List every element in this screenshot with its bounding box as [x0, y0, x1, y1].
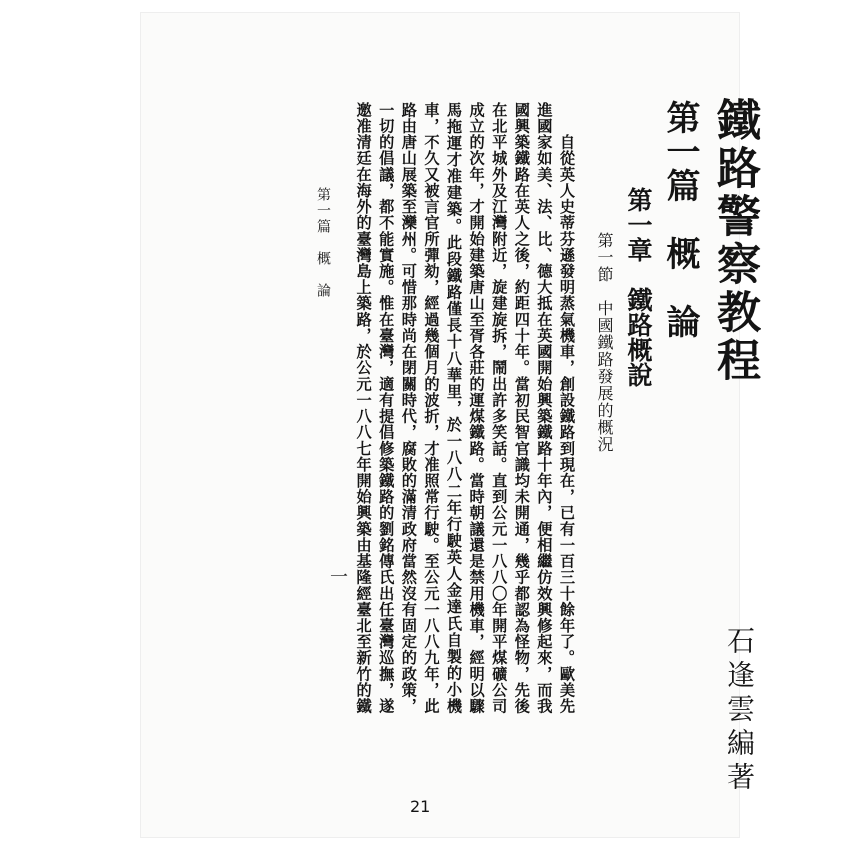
page-number-chinese: 一 — [327, 567, 348, 585]
author-line: 石逢雲編著 — [723, 626, 756, 796]
body-paragraph: 自從英人史蒂芬遜發明蒸氣機車，創設鐵路到現在，已有一百三十餘年了。歐美先進國家如美、法、比、德大抵在英國開始興築鐵路十年內，便相繼仿效興修起來，而我國興築鐵路在英人之後，約距四十年。當初民智官識均未開通，幾乎都認為怪物，先後在北平城外及江灣附近，旋建旋拆，鬧出許多笑話。直到公元一八八〇年開平煤礦公司成立的次年，才開始建築唐山至胥各莊的運煤鐵路。當時朝議還是禁用機車，經明以驟馬拖運才准建築。此段鐵路僅長十八華里，於一八八二年行駛英人金達氏自製的小機車，不久又被言官所彈劾，經過幾個月的波折，才准照常行駛。至公元一八八九年，此路由唐山展築至灤州。可惜那時尚在閉關時代，腐敗的滿清政府當然沒有固定的政策，一切的倡議，都不能實施。惟在臺灣，適有提倡修築鐵路的劉銘傳氏出任臺灣巡撫，遂邀准清廷在海外的臺灣島上築路，於公元一八八七年開始興築由基隆經臺北至新竹的鐵 — [354, 102, 576, 714]
book-page — [140, 12, 760, 838]
section-title: 第一節 中國鐵路發展的概況 — [595, 232, 614, 453]
chapter-title: 第一章 鐵路概說 — [624, 187, 653, 387]
book-title: 鐵路警察教程 — [709, 97, 760, 385]
running-head: 第一篇 概 論 — [315, 187, 331, 299]
page-number: 21 — [410, 797, 431, 816]
part-title: 第一篇 概 論 — [660, 100, 700, 338]
